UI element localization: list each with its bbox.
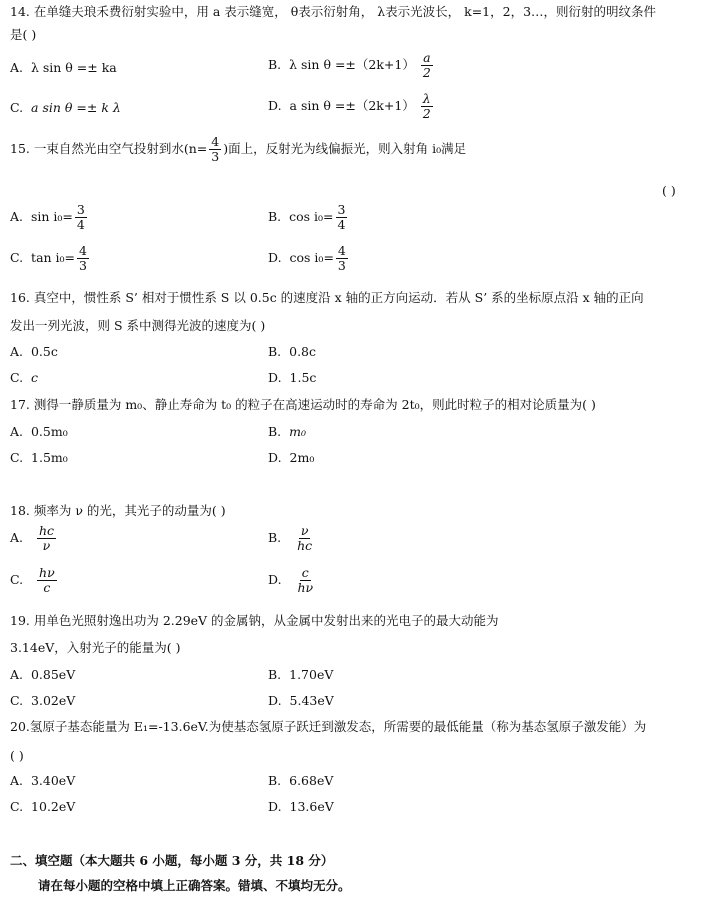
q15-option-a: A. sin i₀= $\frac{3}{4}$ bbox=[10, 202, 85, 232]
q14-stem-line2: 是( ) bbox=[10, 27, 37, 42]
q14-stem-line1: 14. 在单缝夫琅禾费衍射实验中，用 a 表示缝宽， θ表示衍射角， λ表示光波长， k=1，2，3…，则衍射的明纹条件 bbox=[10, 4, 657, 19]
q16-option-b: B. 0.8c bbox=[268, 344, 317, 359]
section-2-title: 二、填空题（本大题共 6 小题，每小题 3 分，共 18 分） bbox=[10, 853, 334, 868]
q19-stem-line2: 3.14eV，入射光子的能量为( ) bbox=[10, 640, 181, 655]
q17-option-a: A. 0.5m₀ bbox=[10, 424, 68, 439]
q18-option-d: D. $\frac{c}{h\nu}$ bbox=[268, 565, 314, 595]
q16-option-a: A. 0.5c bbox=[10, 344, 58, 359]
q17-option-c: C. 1.5m₀ bbox=[10, 450, 68, 465]
q16-stem-line2: 发出一列光波，则 S 系中测得光波的速度为( ) bbox=[10, 318, 266, 333]
q15-option-c: C. tan i₀= $\frac{4}{3}$ bbox=[10, 243, 87, 273]
q14-option-a: A. λ sin θ =± ka bbox=[10, 60, 117, 75]
q17-option-b: B. m₀ bbox=[268, 424, 306, 439]
section-2-note: 请在每小题的空格中填上正确答案。错填、不填均无分。 bbox=[38, 878, 351, 893]
q20-option-c: C. 10.2eV bbox=[10, 799, 76, 814]
q16-option-c: C. c bbox=[10, 370, 39, 385]
q15-answer-paren: ( ) bbox=[662, 183, 676, 198]
q15-option-d: D. cos i₀= $\frac{4}{3}$ bbox=[268, 243, 346, 273]
q19-option-b: B. 1.70eV bbox=[268, 667, 334, 682]
q19-stem-line1: 19. 用单色光照射逸出功为 2.29eV 的金属钠，从金属中发射出来的光电子的最大动能为 bbox=[10, 613, 499, 628]
q14-option-b: B. λ sin θ =±（2k+1） $\frac{a}{2}$ bbox=[268, 50, 431, 80]
q17-option-d: D. 2m₀ bbox=[268, 450, 315, 465]
q14-option-c: C. a sin θ =± k λ bbox=[10, 100, 121, 115]
q18-option-b: B. $\frac{\nu}{hc}$ bbox=[268, 523, 313, 553]
q15-stem: 15. 一束自然光由空气投射到水(n= $\frac{4}{3}$ )面上，反射光为线偏振光，则入射角 i₀满足 bbox=[10, 134, 467, 164]
q19-option-c: C. 3.02eV bbox=[10, 693, 76, 708]
q20-option-b: B. 6.68eV bbox=[268, 773, 334, 788]
q15-option-b: B. cos i₀= $\frac{3}{4}$ bbox=[268, 202, 346, 232]
q19-option-d: D. 5.43eV bbox=[268, 693, 334, 708]
q20-option-d: D. 13.6eV bbox=[268, 799, 334, 814]
q16-stem-line1: 16. 真空中，惯性系 S’ 相对于惯性系 S 以 0.5c 的速度沿 x 轴的正方向运动．若从 S’ 系的坐标原点沿 x 轴的正向 bbox=[10, 290, 644, 305]
q16-option-d: D. 1.5c bbox=[268, 370, 317, 385]
q19-option-a: A. 0.85eV bbox=[10, 667, 76, 682]
q18-option-c: C. $\frac{h\nu}{c}$ bbox=[10, 565, 55, 595]
q18-option-a: A. $\frac{hc}{\nu}$ bbox=[10, 523, 54, 553]
q20-option-a: A. 3.40eV bbox=[10, 773, 76, 788]
q17-stem: 17. 测得一静质量为 m₀、静止寿命为 t₀ 的粒子在高速运动时的寿命为 2t₀，则此时粒子的相对论质量为( ) bbox=[10, 397, 596, 412]
q14-option-d: D. a sin θ =±（2k+1） $\frac{\lambda}{2}$ bbox=[268, 91, 431, 121]
q20-stem-line1: 20.氢原子基态能量为 E₁=-13.6eV.为使基态氢原子跃迁到激发态，所需要的最低能量（称为基态氢原子激发能）为 bbox=[10, 719, 647, 734]
q18-stem: 18. 频率为 ν 的光，其光子的动量为( ) bbox=[10, 503, 226, 518]
q20-stem-line2: ( ) bbox=[10, 748, 24, 763]
